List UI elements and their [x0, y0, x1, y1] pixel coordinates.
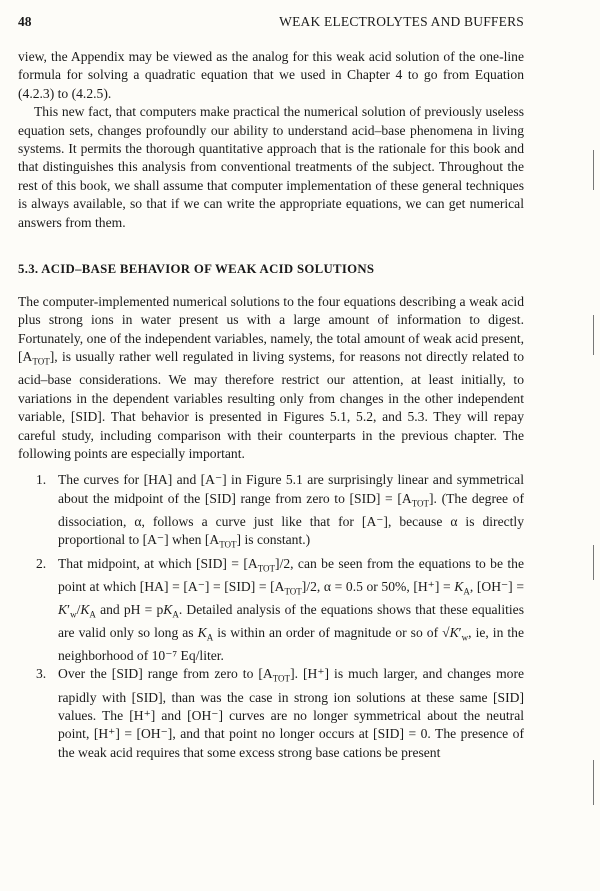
list-item-number: 2. [36, 555, 47, 571]
list-item [18, 555, 524, 666]
running-title: WEAK ELECTROLYTES AND BUFFERS [279, 14, 524, 29]
scan-edge-mark [593, 315, 594, 355]
section-paragraph: The computer-implemented numerical solutions to the four equations describing a weak acid plus strong ions in water present us with a large amount of information to digest. Fortunately, one of the independent variables, namely, the total amount of weak acid present, $[A_{TOT}]$, is usually rather well regulated in living systems, for reasons not directly related to acid–base considerations. We may therefore restrict our attention, at least initially, to variations in the dependent variables resulting only from changes in the other independent variable, [SID]. That behavior is presented in Figures 5.1, 5.2, and 5.3. They will repay careful study, including comparison with their counterparts in the previous chapter. The following points are especially important. [18, 294, 524, 462]
list-item-text: Over the [SID] range from zero to $[A_{TOT}]$. [H⁺] is much larger, and changes more rapidly with [SID], than was the case in strong ion solutions at these same [SID] values. The [H⁺] and [OH⁻] curves are no longer symmetrical about the neutral point, [H⁺] = [OH⁻], and that point no longer occurs at [SID] = 0. The presence of the weak acid requires that some excess strong base cations be present [58, 666, 524, 760]
list-item-number: 3. [36, 666, 47, 682]
list-item-number: 1. [36, 472, 47, 488]
scan-edge-mark [593, 150, 594, 190]
list-item [18, 471, 524, 554]
section-heading: 5.3. ACID–BASE BEHAVIOR OF WEAK ACID SOLUTIONS [18, 262, 375, 277]
paragraph-computers: This new fact, that computers make practical the numerical solution of previously useless equation sets, changes profoundly our ability to understand acid–base phenomena in living systems. It permits the thorough quantitative approach that is the rationale for this book and that distinguishes this analysis from conventional treatments of the subject. Throughout the rest of this book, we shall assume that computer implementation of these general techniques is always available, so that if we can write the appropriate equations, we can get numerical answers from them. [18, 104, 524, 230]
paragraph-continuation: view, the Appendix may be viewed as the analog for this weak acid solution of the one-line formula for solving a quadratic equation that we used in Chapter 4 to go from Equation (4.2.3) to (4.2.5). [18, 49, 524, 101]
list-item-text: That midpoint, at which $[SID] = [A_{TOT}]/2$, can be seen from the equations to be the point at which $[HA] = [A^-] = [SID] = [A_{TOT}]/2$, α = 0.5 or 50%, $[H^+] = K_A$, $[OH^-] = K'_w/K_A$ and pH = $pK_A$. Detailed analysis of the equations shows that these equalities are valid only so long as $K_A$ is within an order of magnitude or so of $√K'_w$, ie, in the neighborhood of 10⁻⁷ Eq/liter. [58, 555, 524, 663]
page-number: 48 [18, 14, 32, 29]
list-item-text: The curves for [HA] and [A⁻] in Figure 5.1 are surprisingly linear and symmetrical about the midpoint of the [SID] range from zero to $[SID] = [A_{TOT}]$. (The degree of dissociation, α, follows a curve just like that for [A⁻], because α is directly proportional to [A⁻] when $[A_{TOT}]$ is constant.) [58, 472, 524, 551]
page-header [18, 14, 524, 36]
book-page [18, 14, 524, 762]
numbered-list [18, 471, 524, 762]
list-item [18, 665, 524, 762]
scan-edge-mark [593, 545, 594, 580]
scan-edge-mark [593, 760, 594, 805]
